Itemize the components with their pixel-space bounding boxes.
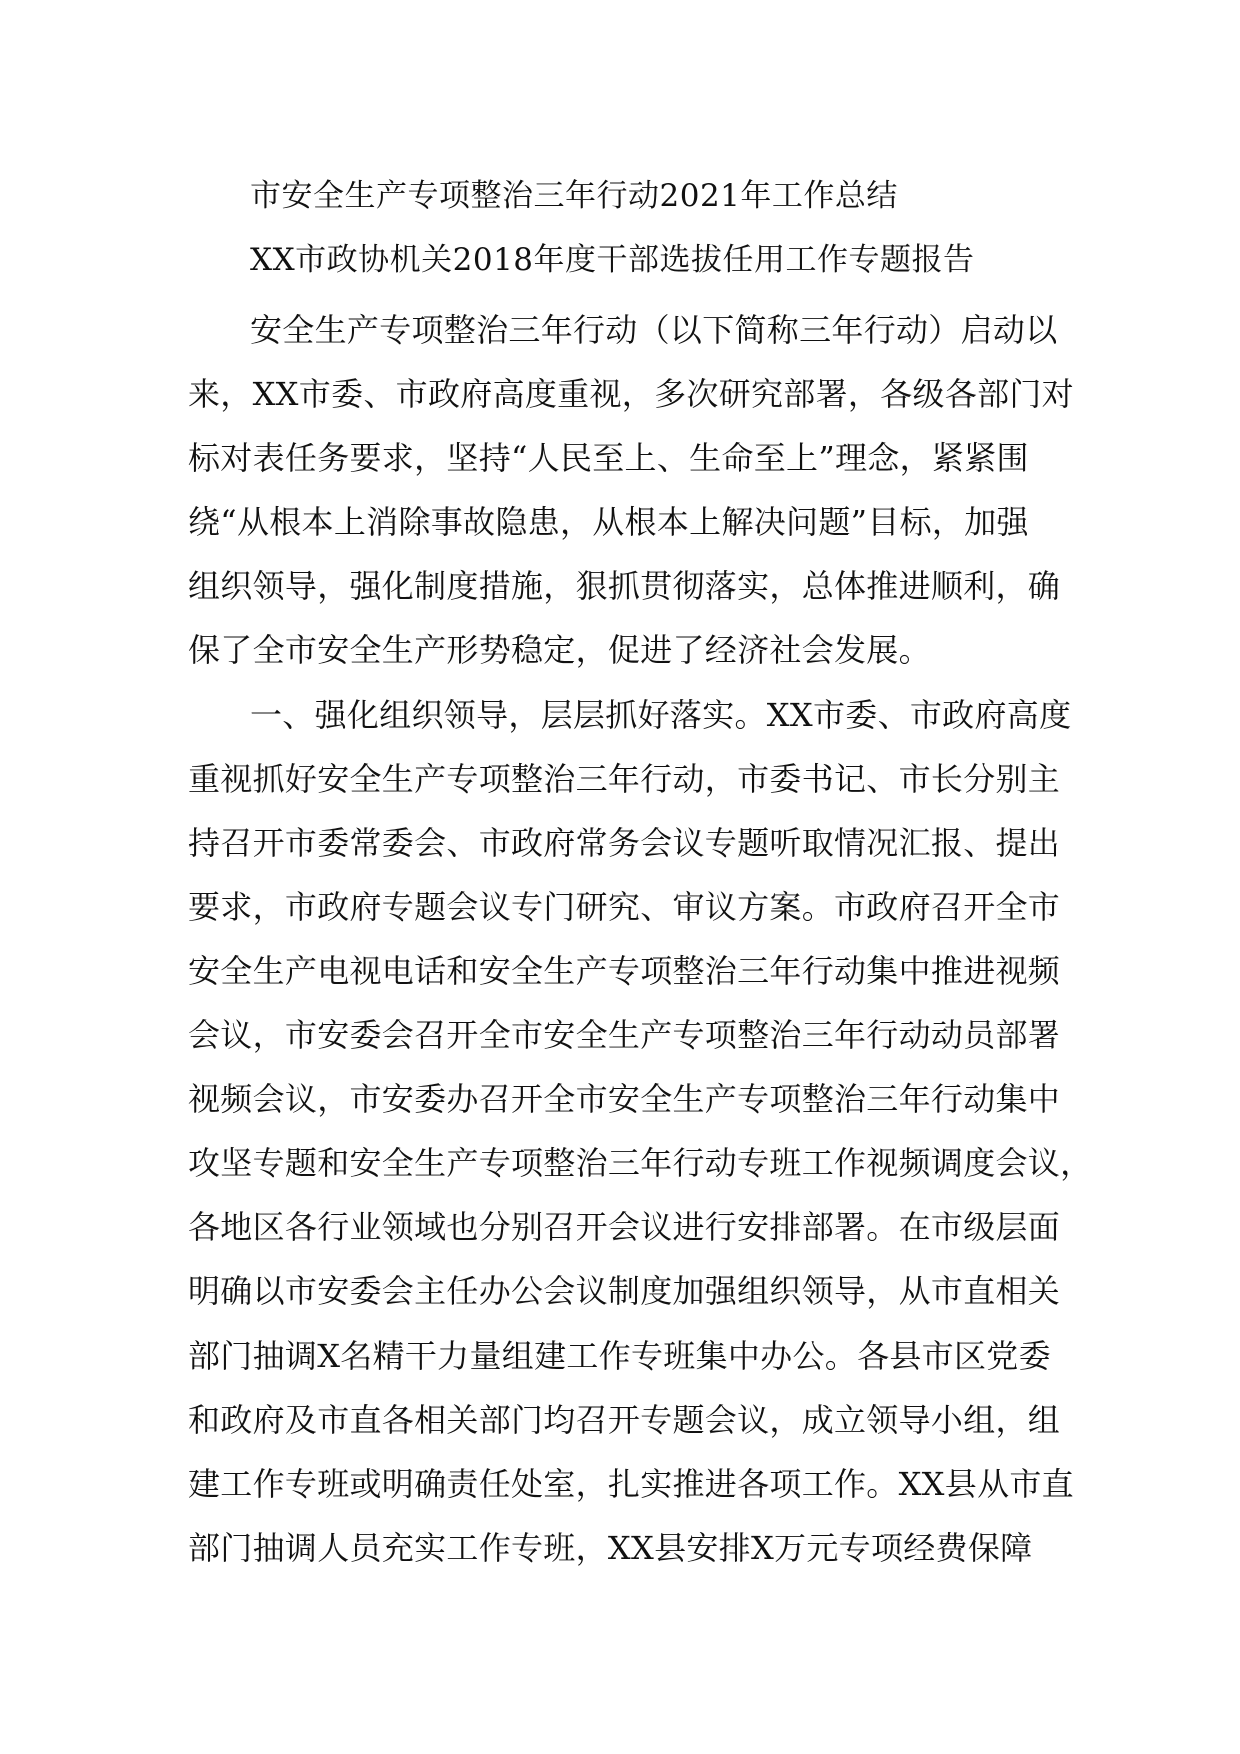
paragraph-1-line: 来，XX市委、市政府高度重视，多次研究部署，各级各部门对 bbox=[188, 375, 1074, 414]
paragraph-2-line: 会议，市安委会召开全市安全生产专项整治三年行动动员部署 bbox=[188, 1016, 1061, 1055]
paragraph-2-line: 各地区各行业领域也分别召开会议进行安排部署。在市级层面 bbox=[188, 1208, 1061, 1247]
paragraph-2-line: 持召开市委常委会、市政府常务会议专题听取情况汇报、提出 bbox=[188, 823, 1061, 862]
paragraph-1-line: 安全生产专项整治三年行动（以下简称三年行动）启动以 bbox=[250, 311, 1058, 349]
paragraph-2-line: 一、强化组织领导，层层抓好落实。XX市委、市政府高度 bbox=[250, 695, 1072, 734]
paragraph-2-line: 重视抓好安全生产专项整治三年行动，市委书记、市长分别主 bbox=[188, 759, 1061, 798]
document-subtitle: XX市政协机关2018年度干部选拔任用工作专题报告 bbox=[250, 242, 975, 278]
paragraph-2-line: 部门抽调X名精干力量组建工作专班集中办公。各县市区党委 bbox=[188, 1336, 1051, 1375]
paragraph-2-line: 明确以市安委会主任办公会议制度加强组织领导，从市直相关 bbox=[188, 1272, 1061, 1311]
paragraph-2-line: 视频会议，市安委办召开全市安全生产专项整治三年行动集中 bbox=[188, 1080, 1061, 1119]
paragraph-2-line: 要求，市政府专题会议专门研究、审议方案。市政府召开全市 bbox=[188, 887, 1061, 926]
document-body bbox=[188, 298, 1093, 1580]
paragraph-1-line: 标对表任务要求，坚持“人民至上、生命至上”理念，紧紧围 bbox=[188, 439, 1029, 478]
paragraph-1-line: 绕“从根本上消除事故隐患，从根本上解决问题”目标，加强 bbox=[188, 503, 1029, 542]
paragraph-2-line: 建工作专班或明确责任处室，扎实推进各项工作。XX县从市直 bbox=[188, 1464, 1074, 1503]
document-title: 市安全生产专项整治三年行动2021年工作总结 bbox=[250, 178, 898, 214]
paragraph-1-line: 保了全市安全生产形势稳定，促进了经济社会发展。 bbox=[188, 631, 931, 670]
paragraph-2-line: 和政府及市直各相关部门均召开专题会议，成立领导小组，组 bbox=[188, 1400, 1061, 1439]
paragraph-2-line: 安全生产电视电话和安全生产专项整治三年行动集中推进视频 bbox=[188, 951, 1061, 990]
paragraph-2-line: 攻坚专题和安全生产专项整治三年行动专班工作视频调度会议， bbox=[188, 1144, 1093, 1183]
paragraph-1-line: 组织领导，强化制度措施，狠抓贯彻落实，总体推进顺利，确 bbox=[188, 567, 1061, 606]
paragraph-2-line: 部门抽调人员充实工作专班，XX县安排X万元专项经费保障 bbox=[188, 1528, 1033, 1567]
